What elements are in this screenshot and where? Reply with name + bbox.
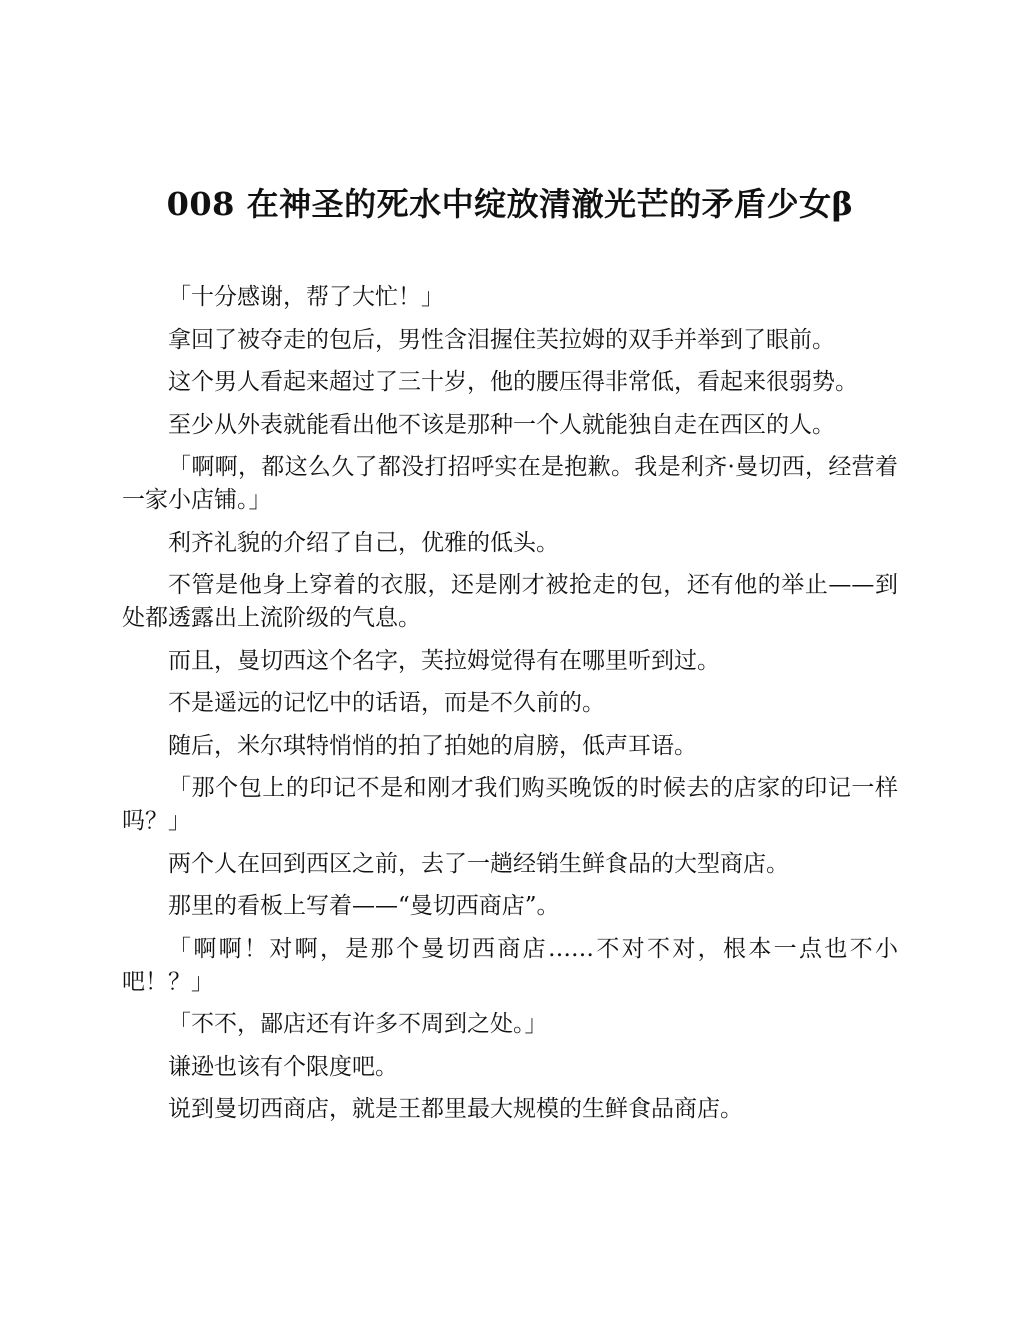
paragraph: 不是遥远的记忆中的话语，而是不久前的。 <box>168 690 605 716</box>
paragraph: 而且，曼切西这个名字，芙拉姆觉得有在哪里听到过。 <box>168 647 720 674</box>
paragraph: 拿回了被夺走的包后，男性含泪握住芙拉姆的双手并举到了眼前。 <box>168 326 835 353</box>
paragraph: 至少从外表就能看出他不该是那种一个人就能独自走在西区的人。 <box>168 411 835 438</box>
paragraph: 利齐礼貌的介绍了自己，优雅的低头。 <box>168 529 559 556</box>
paragraph: 「不不，鄙店还有许多不周到之处。」 <box>168 1011 548 1037</box>
paragraph: 说到曼切西商店，就是王都里最大规模的生鲜食品商店。 <box>168 1096 743 1122</box>
paragraph: 「那个包上的印记不是和刚才我们购买晚饭的时候去的店家的印记一样吗？」 <box>122 775 898 834</box>
paragraph: 两个人在回到西区之前，去了一趟经销生鲜食品的大型商店。 <box>168 850 789 877</box>
paragraph: 「啊啊，都这么久了都没打招呼实在是抱歉。我是利齐·曼切西，经营着一家小店铺。」 <box>122 454 898 513</box>
paragraph: 「啊啊！对啊，是那个曼切西商店……不对不对，根本一点也不小吧！？」 <box>122 935 898 995</box>
paragraph: 不管是他身上穿着的衣服，还是刚才被抢走的包，还有他的举止——到处都透露出上流阶级的气息。 <box>122 572 898 631</box>
paragraph: 那里的看板上写着——“曼切西商店”。 <box>168 893 560 919</box>
paragraph: 谦逊也该有个限度吧。 <box>168 1053 398 1080</box>
paragraph: 这个男人看起来超过了三十岁，他的腰压得非常低，看起来很弱势。 <box>168 369 858 395</box>
paragraph: 随后，米尔琪特悄悄的拍了拍她的肩膀，低声耳语。 <box>168 732 697 759</box>
chapter-title: 008 在神圣的死水中绽放清澈光芒的矛盾少女β <box>166 185 854 223</box>
body-text <box>122 281 898 1136</box>
paragraph: 「十分感谢，帮了大忙！」 <box>168 284 444 310</box>
